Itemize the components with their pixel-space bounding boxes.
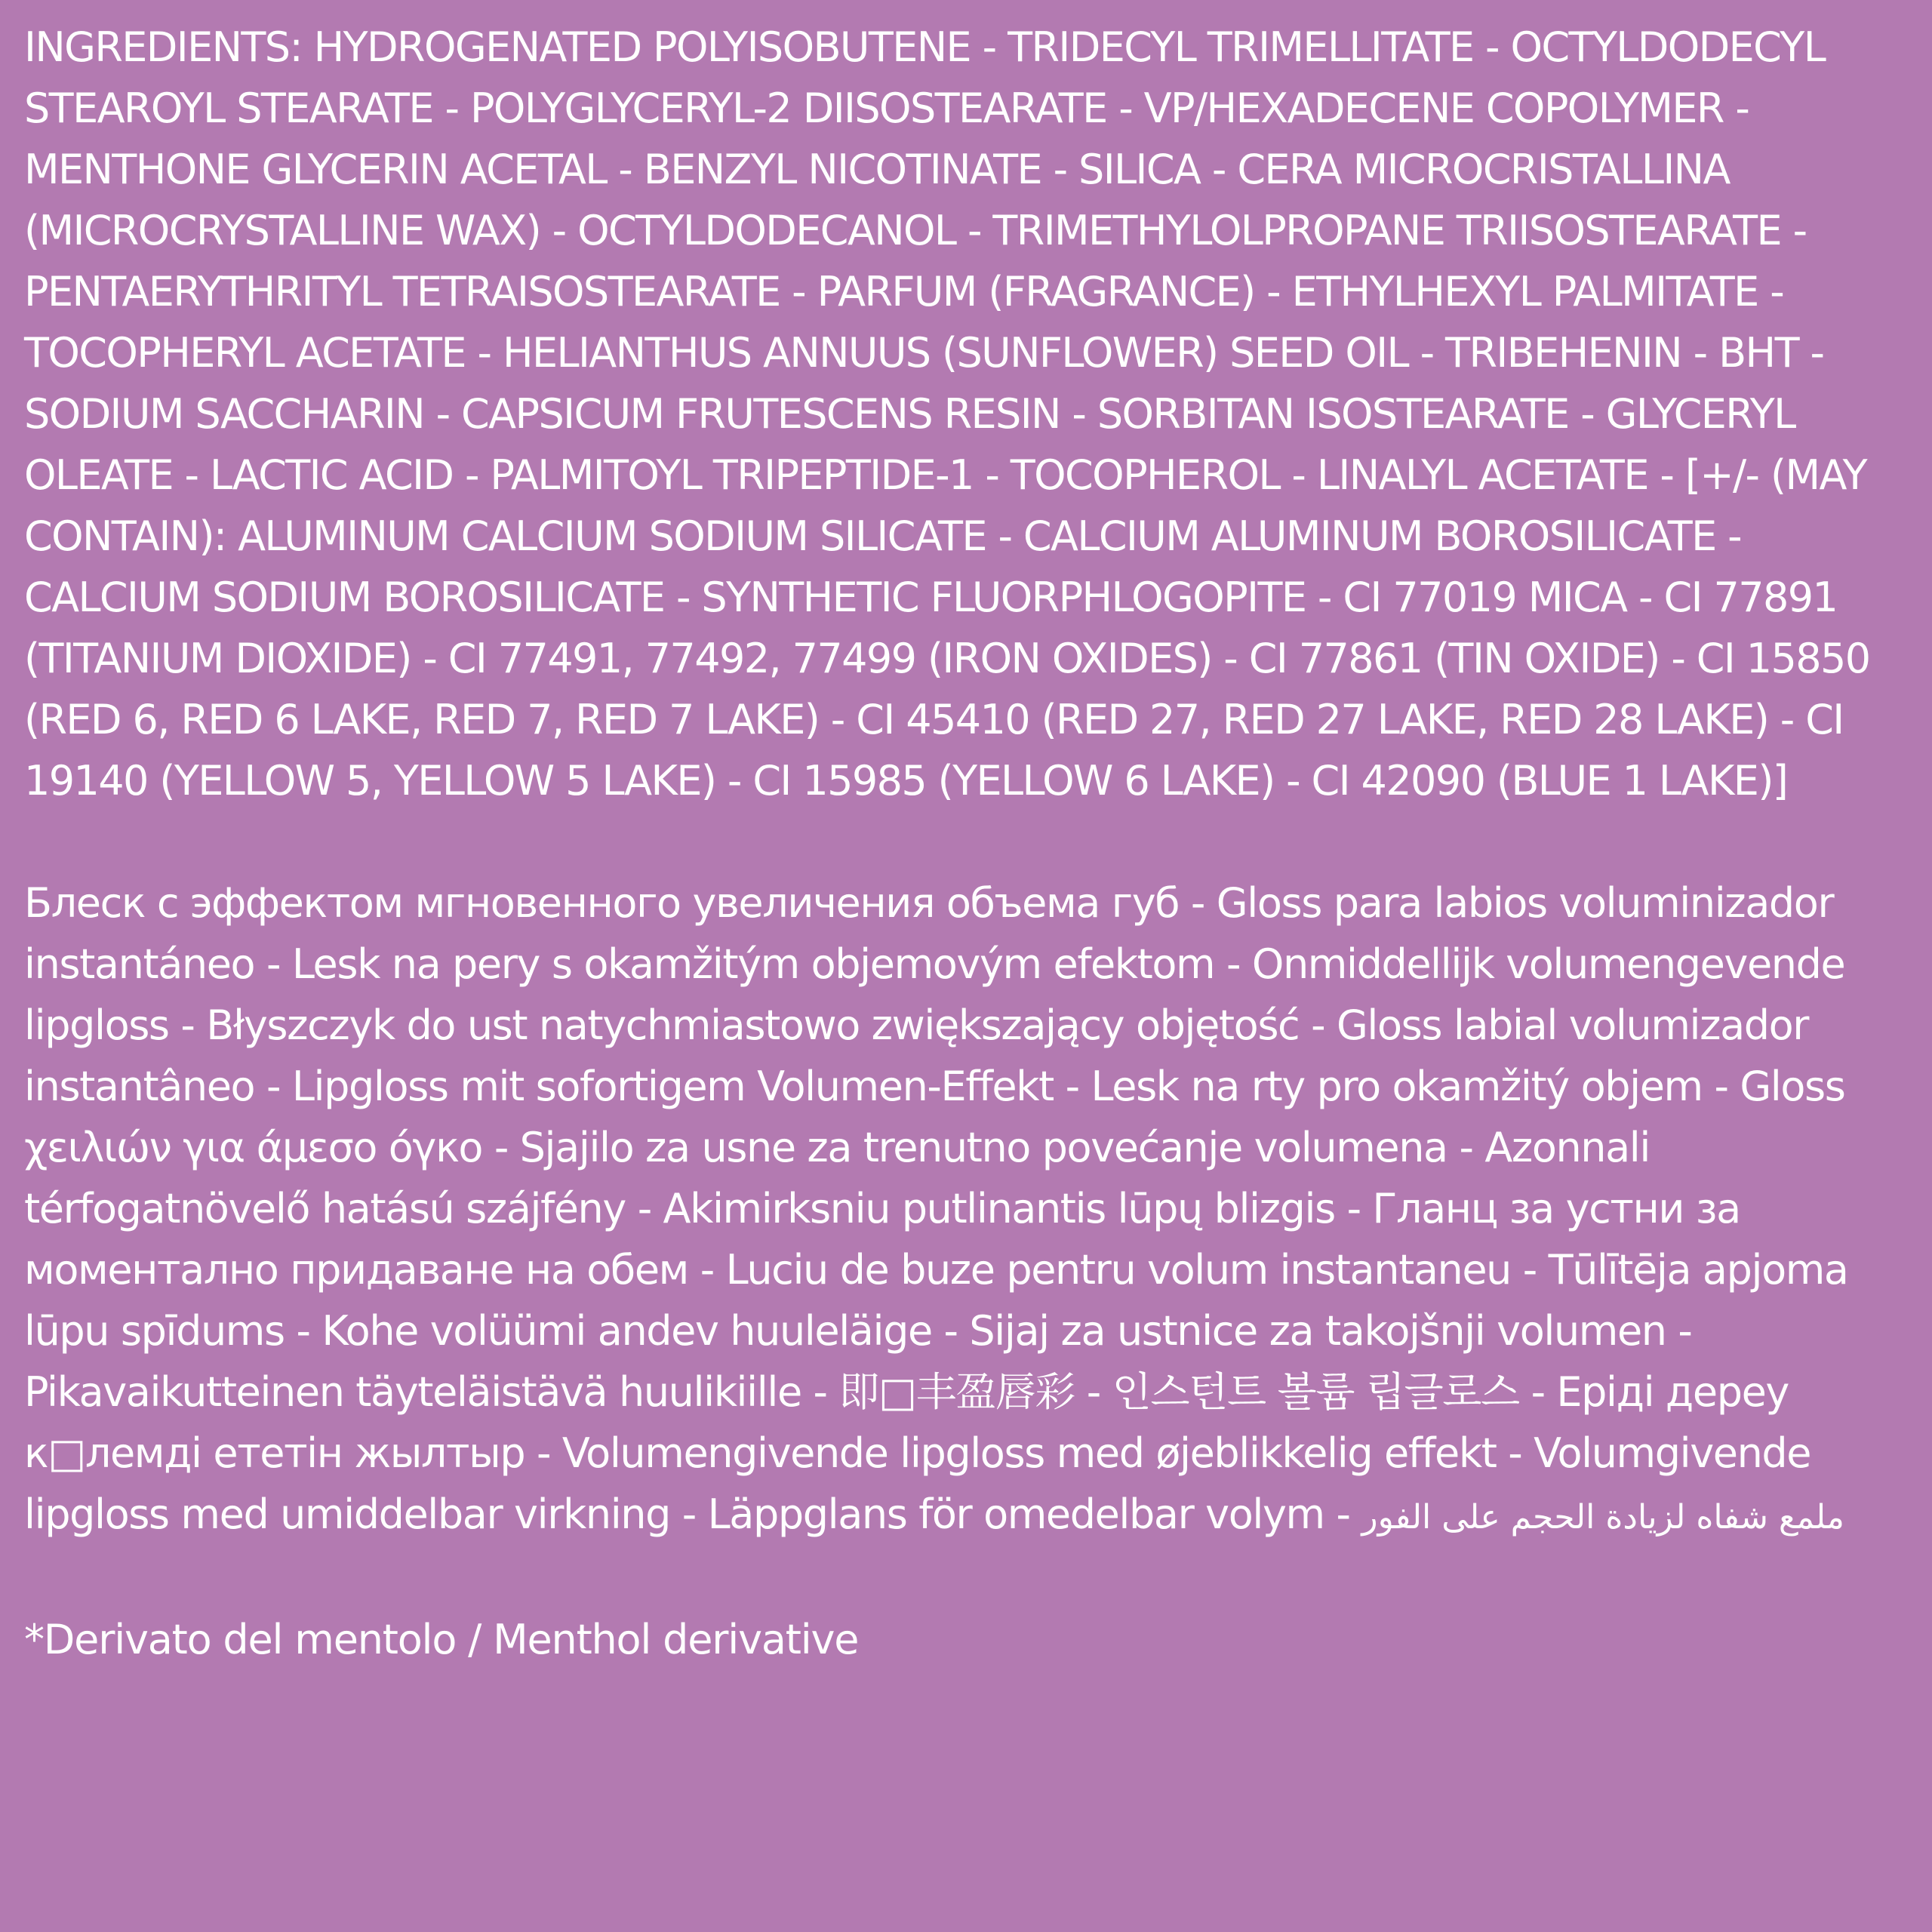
multilingual-product-claims xyxy=(24,872,1909,1548)
footnote: *Derivato del mentolo / Menthol derivative xyxy=(24,1616,859,1663)
ingredients-list: INGREDIENTS: HYDROGENATED POLYISOBUTENE - TRIDECYL TRIMELLITATE - OCTYLDODECYL STEAROYL STEARATE - POLYGLYCERYL-2 DIISOSTEARATE - VP/HEXADECENE COPOLYMER - MENTHONE GLYCERIN ACETAL - BENZYL NICOTINATE - SILICA - CERA MICROCRISTALLINA (MICROCRYSTALLINE WAX) - OCTYLDODECANOL - TRIMETHYLOLPROPANE TRIISOSTEARATE - PENTAERYTHRITYL TETRAISOSTEARATE - PARFUM (FRAGRANCE) - ETHYLHEXYL PALMITATE - TOCOPHERYL ACETATE - HELIANTHUS ANNUUS (SUNFLOWER) SEED OIL - TRIBEHENIN - BHT - SODIUM SACCHARIN - CAPSICUM FRUTESCENS RESIN - SORBITAN ISOSTEARATE - GLYCERYL OLEATE - LACTIC ACID - PALMITOYL TRIPEPTIDE-1 - TOCOPHEROL - LINALYL ACETATE - [+/- (MAY CONTAIN): ALUMINUM CALCIUM SODIUM SILICATE - CALCIUM ALUMINUM BOROSILICATE - CALCIUM SODIUM BOROSILICATE - SYNTHETIC FLUORPHLOGOPITE - CI 77019 MICA - CI 77891 (TITANIUM DIOXIDE) - CI 77491, 77492, 77499 (IRON OXIDES) - CI 77861 (TIN OXIDE) - CI 15850 (RED 6, RED 6 LAKE, RED 7, RED 7 LAKE) - CI 45410 (RED 27, RED 27 LAKE, RED 28 LAKE) - CI 19140 (YELLOW 5, YELLOW 5 LAKE) - CI 15985 (YELLOW 6 LAKE) - CI 42090 (BLUE 1 LAKE)] xyxy=(24,23,1870,804)
claims-text: Блеск с эффектом мгновенного увеличения объема губ - Gloss para labios voluminizador instantáneo - Lesk na pery s okamžitým objemovým efektom - Onmiddellijk volumengevende lipgloss - Błyszczyk do ust natychmiastowo zwiększający objętość - Gloss labial volumizador instantâneo - Lipgloss mit sofortigem Volumen-Effekt - Lesk na rty pro okamžitý objem - Gloss χειλιών για άμεσο όγκο - Sjajilo za usne za trenutno povećanje volumena - Azonnali térfogatnövelő hatású szájfény - Akimirksniu putlinantis lūpų blizgis - Гланц за устни за моментално придаване на обем - Luciu de buze pentru volum instantaneu - Tūlītēja apjoma lūpu spīdums - Kohe volüümi andev huuleläige - Sijaj za ustnice za takojšnji volumen - Pikavaikutteinen täyteläistävä huulikiille - 即□丰盈唇彩 - 인스턴트 볼륨 립글로스 - Еріді дереу к□лемді ететін жылтыр - Volumengivende lipgloss med øjeblikkelig effekt - Volumgivende lipgloss med umiddelbar virkning - Läppglans för omedelbar volym - xyxy=(24,879,1848,1538)
claims-arabic: ملمع شفاه لزيادة الحجم على الفور xyxy=(1361,1498,1844,1537)
